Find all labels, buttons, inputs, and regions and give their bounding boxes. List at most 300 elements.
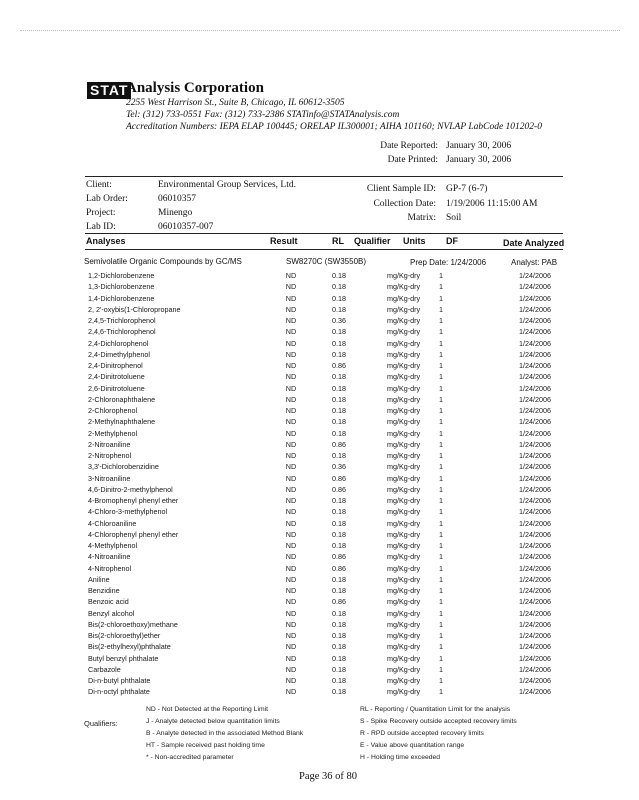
analyte-name: 4-Chloro-3-methylphenol [88,507,168,517]
df-value: 1 [439,349,443,359]
units-value: mg/Kg-dry [387,552,421,562]
date-analyzed-value: 1/24/2006 [519,496,551,505]
analyte-name: 2,6-Dinitrotoluene [88,383,145,393]
table-row [0,339,639,351]
date-analyzed-value: 1/24/2006 [519,361,551,370]
rl-value: 0.18 [332,507,346,517]
analyte-name: 4-Nitroaniline [88,552,131,562]
result-value: ND [285,271,297,280]
rl-value: 0.18 [332,282,346,292]
df-value: 1 [439,383,443,393]
df-value: 1 [439,316,443,325]
df-value: 1 [439,484,443,494]
table-row [0,384,639,396]
result-value: ND [285,507,297,517]
table-row [0,327,639,339]
result-value: ND [285,439,297,449]
analyte-name: Aniline [88,574,110,584]
result-value: ND [285,563,297,573]
analyte-name: 4,6-Dinitro-2-methylphenol [88,484,173,494]
analyte-name: 2,4-Dichlorophenol [88,338,149,348]
analyte-name: 2,4,5-Trichlorophenol [88,316,156,325]
rl-value: 0.86 [332,597,346,607]
date-analyzed-value: 1/24/2006 [519,563,551,573]
units-value: mg/Kg-dry [387,327,421,337]
df-value: 1 [439,473,443,483]
units-value: mg/Kg-dry [387,484,421,494]
result-value: ND [285,349,297,359]
rl-value: 0.18 [332,338,346,348]
table-row [0,294,639,306]
qualifier-right-4: E - Value above quantitation range [360,742,465,749]
result-value: ND [285,552,297,562]
units-value: mg/Kg-dry [387,597,421,607]
result-value: ND [285,462,297,472]
result-value: ND [285,529,297,539]
analyte-name: 4-Methylphenol [88,541,138,550]
company-logo: STAT [87,82,131,99]
analyte-name: Bis(2-ethylhexyl)phthalate [88,642,171,652]
result-value: ND [285,574,297,584]
date-analyzed-value: 1/24/2006 [519,552,551,562]
df-value: 1 [439,507,443,517]
accreditation-numbers: Accreditation Numbers: IEPA ELAP 100445; ORELAP IL300001; AIHA 101160; NVLAP LabCode 101202-0 [126,122,542,132]
df-value: 1 [439,406,443,415]
table-row [0,316,639,328]
rl-value: 0.86 [332,484,346,494]
rl-value: 0.18 [332,664,346,674]
analyte-name: Di-n-octyl phthalate [88,687,150,697]
rl-value: 0.86 [332,439,346,449]
result-value: ND [285,361,297,370]
table-row [0,564,639,576]
table-row [0,395,639,407]
analyte-name: 2,4-Dinitrotoluene [88,372,145,382]
rl-value: 0.18 [332,372,346,382]
lab-order-label: Lab Order: [86,194,128,204]
result-value: ND [285,316,297,325]
units-value: mg/Kg-dry [387,653,421,663]
units-value: mg/Kg-dry [387,563,421,573]
date-analyzed-value: 1/24/2006 [519,653,551,663]
units-value: mg/Kg-dry [387,687,421,697]
table-row [0,429,639,441]
analyte-name: 2,4,6-Trichlorophenol [88,327,156,337]
col-header-df: DF [446,236,458,246]
project-value: Minengo [158,208,193,218]
df-value: 1 [439,563,443,573]
df-value: 1 [439,541,443,550]
analyte-name: Bis(2-chloroethyl)ether [88,631,161,640]
analyte-name: 3,3'-Dichlorobenzidine [88,462,159,472]
table-row [0,541,639,553]
result-value: ND [285,473,297,483]
qualifier-left-3: B - Analyte detected in the associated Method Blank [146,730,304,737]
page-number: Page 36 of 80 [299,771,358,782]
info-bottom-rule [85,233,563,234]
table-row [0,665,639,677]
date-analyzed-value: 1/24/2006 [519,428,551,438]
df-value: 1 [439,439,443,449]
matrix-value: Soil [446,213,462,223]
qualifier-right-3: R - RPD outside accepted recovery limits [360,730,484,737]
lab-id-label: Lab ID: [86,222,116,232]
units-value: mg/Kg-dry [387,349,421,359]
table-row [0,305,639,317]
units-value: mg/Kg-dry [387,676,421,685]
company-contact: Tel: (312) 733-0551 Fax: (312) 733-2386 STATinfo@STATAnalysis.com [126,110,400,120]
analyte-name: 4-Nitrophenol [88,563,132,573]
table-row [0,687,639,699]
result-value: ND [285,541,297,550]
result-value: ND [285,304,297,314]
qualifier-right-1: RL - Reporting / Quantitation Limit for the analysis [360,706,511,713]
result-value: ND [285,496,297,505]
rl-value: 0.18 [332,642,346,652]
qualifier-left-1: ND - Not Detected at the Reporting Limit [146,706,269,713]
units-value: mg/Kg-dry [387,428,421,438]
analyte-name: 2-Nitrophenol [88,451,132,460]
date-analyzed-value: 1/24/2006 [519,383,551,393]
result-value: ND [285,372,297,382]
rl-value: 0.18 [332,574,346,584]
analyte-name: 1,4-Dichlorobenzene [88,293,155,303]
qualifier-right-5: H - Holding time exceeded [360,754,441,761]
result-value: ND [285,608,297,618]
date-analyzed-value: 1/24/2006 [519,574,551,584]
df-value: 1 [439,552,443,562]
result-value: ND [285,484,297,494]
units-value: mg/Kg-dry [387,417,421,427]
units-value: mg/Kg-dry [387,361,421,370]
df-value: 1 [439,676,443,685]
df-value: 1 [439,428,443,438]
df-value: 1 [439,293,443,303]
result-value: ND [285,653,297,663]
units-value: mg/Kg-dry [387,439,421,449]
analyte-name: 2-Methylnaphthalene [88,417,156,427]
table-row [0,620,639,632]
date-analyzed-value: 1/24/2006 [519,484,551,494]
table-row [0,597,639,609]
analyte-name: 4-Bromophenyl phenyl ether [88,496,179,505]
table-row [0,350,639,362]
client-sample-id-label: Client Sample ID: [366,184,436,194]
rl-value: 0.18 [332,349,346,359]
result-value: ND [285,327,297,337]
units-value: mg/Kg-dry [387,462,421,472]
date-analyzed-value: 1/24/2006 [519,619,551,629]
date-analyzed-value: 1/24/2006 [519,417,551,427]
scan-artifact-line [20,30,620,31]
rl-value: 0.18 [332,541,346,550]
df-value: 1 [439,417,443,427]
rl-value: 0.18 [332,304,346,314]
analyte-name: Di-n-butyl phthalate [88,676,151,685]
table-row [0,372,639,384]
rl-value: 0.18 [332,619,346,629]
units-value: mg/Kg-dry [387,507,421,517]
lab-id-value: 06010357-007 [158,222,214,232]
df-value: 1 [439,327,443,337]
result-value: ND [285,518,297,528]
col-header-rl: RL [332,236,344,246]
units-value: mg/Kg-dry [387,664,421,674]
analyte-name: Benzoic acid [88,597,129,607]
rl-value: 0.18 [332,518,346,528]
rl-value: 0.36 [332,462,346,472]
df-value: 1 [439,271,443,280]
company-name: Analysis Corporation [126,80,264,96]
analyte-name: Butyl benzyl phthalate [88,653,159,663]
table-row [0,654,639,666]
table-row [0,462,639,474]
df-value: 1 [439,282,443,292]
rl-value: 0.18 [332,631,346,640]
table-row [0,496,639,508]
analyte-name: 4-Chlorophenyl phenyl ether [88,529,179,539]
date-analyzed-value: 1/24/2006 [519,507,551,517]
result-value: ND [285,687,297,697]
date-analyzed-value: 1/24/2006 [519,687,551,697]
section-name: Semivolatile Organic Compounds by GC/MS [84,257,242,266]
date-analyzed-value: 1/24/2006 [519,676,551,685]
col-header-date-analyzed: Date Analyzed [503,238,565,248]
df-value: 1 [439,586,443,595]
col-header-analyses: Analyses [86,236,126,246]
units-value: mg/Kg-dry [387,451,421,460]
rl-value: 0.86 [332,473,346,483]
company-address: 2255 West Harrison St., Suite B, Chicago, IL 60612-3505 [126,98,345,108]
rl-value: 0.18 [332,428,346,438]
rl-value: 0.18 [332,451,346,460]
table-row [0,530,639,542]
result-value: ND [285,676,297,685]
df-value: 1 [439,462,443,472]
units-value: mg/Kg-dry [387,518,421,528]
rl-value: 0.18 [332,496,346,505]
date-analyzed-value: 1/24/2006 [519,282,551,292]
date-analyzed-value: 1/24/2006 [519,394,551,404]
rl-value: 0.86 [332,361,346,370]
units-value: mg/Kg-dry [387,541,421,550]
units-value: mg/Kg-dry [387,608,421,618]
date-analyzed-value: 1/24/2006 [519,608,551,618]
result-value: ND [285,597,297,607]
date-analyzed-value: 1/24/2006 [519,439,551,449]
info-top-rule [85,176,563,177]
date-analyzed-value: 1/24/2006 [519,271,551,280]
result-value: ND [285,451,297,460]
rl-value: 0.36 [332,316,346,325]
date-analyzed-value: 1/24/2006 [519,529,551,539]
df-value: 1 [439,529,443,539]
df-value: 1 [439,394,443,404]
df-value: 1 [439,687,443,697]
units-value: mg/Kg-dry [387,271,421,280]
df-value: 1 [439,631,443,640]
project-label: Project: [86,208,116,218]
units-value: mg/Kg-dry [387,529,421,539]
date-printed-value: January 30, 2006 [446,155,512,165]
qualifier-left-2: J - Analyte detected below quantitation limits [146,718,280,725]
table-header-rule [85,249,563,250]
units-value: mg/Kg-dry [387,473,421,483]
df-value: 1 [439,518,443,528]
df-value: 1 [439,608,443,618]
lab-order-value: 06010357 [158,194,196,204]
units-value: mg/Kg-dry [387,316,421,325]
table-row [0,575,639,587]
table-row [0,586,639,598]
units-value: mg/Kg-dry [387,282,421,292]
rl-value: 0.18 [332,383,346,393]
section-method: SW8270C (SW3550B) [286,257,367,266]
table-row [0,552,639,564]
df-value: 1 [439,304,443,314]
units-value: mg/Kg-dry [387,338,421,348]
analyte-name: Carbazole [88,664,121,674]
date-printed-label: Date Printed: [387,155,438,165]
df-value: 1 [439,597,443,607]
result-value: ND [285,428,297,438]
rl-value: 0.18 [332,327,346,337]
date-analyzed-value: 1/24/2006 [519,406,551,415]
analyte-name: 2-Chloronaphthalene [88,394,156,404]
date-analyzed-value: 1/24/2006 [519,586,551,595]
rl-value: 0.18 [332,529,346,539]
rl-value: 0.86 [332,552,346,562]
analyte-name: 2,4-Dinitrophenol [88,361,143,370]
units-value: mg/Kg-dry [387,619,421,629]
date-analyzed-value: 1/24/2006 [519,451,551,460]
date-analyzed-value: 1/24/2006 [519,462,551,472]
df-value: 1 [439,664,443,674]
table-row [0,642,639,654]
rl-value: 0.18 [332,406,346,415]
date-analyzed-value: 1/24/2006 [519,293,551,303]
rl-value: 0.18 [332,417,346,427]
table-row [0,271,639,283]
df-value: 1 [439,496,443,505]
table-row [0,485,639,497]
rl-value: 0.18 [332,653,346,663]
analyte-name: 2,4-Dimethylphenol [88,349,150,359]
units-value: mg/Kg-dry [387,631,421,640]
date-analyzed-value: 1/24/2006 [519,631,551,640]
result-value: ND [285,642,297,652]
date-analyzed-value: 1/24/2006 [519,597,551,607]
qualifiers-label: Qualifiers: [84,719,118,728]
units-value: mg/Kg-dry [387,586,421,595]
date-analyzed-value: 1/24/2006 [519,518,551,528]
rl-value: 0.18 [332,271,346,280]
section-prep-date: Prep Date: 1/24/2006 [410,258,487,267]
table-row [0,361,639,373]
collection-date-value: 1/19/2006 11:15:00 AM [446,199,538,209]
table-row [0,451,639,463]
date-analyzed-value: 1/24/2006 [519,327,551,337]
date-analyzed-value: 1/24/2006 [519,338,551,348]
units-value: mg/Kg-dry [387,394,421,404]
units-value: mg/Kg-dry [387,372,421,382]
df-value: 1 [439,653,443,663]
analyte-name: 2-Nitroaniline [88,439,131,449]
col-header-result: Result [270,236,298,246]
qualifier-right-2: S - Spike Recovery outside accepted recovery limits [360,718,517,725]
result-value: ND [285,293,297,303]
qualifier-left-4: HT - Sample received past holding time [146,742,265,749]
units-value: mg/Kg-dry [387,406,421,415]
date-reported-value: January 30, 2006 [446,141,512,151]
analyte-name: 2, 2'-oxybis(1-Chloropropane [88,304,181,314]
rl-value: 0.18 [332,293,346,303]
result-value: ND [285,383,297,393]
table-row [0,406,639,418]
qualifier-left-5: * - Non-accredited parameter [146,754,234,761]
df-value: 1 [439,372,443,382]
df-value: 1 [439,574,443,584]
date-analyzed-value: 1/24/2006 [519,372,551,382]
rl-value: 0.86 [332,563,346,573]
result-value: ND [285,619,297,629]
units-value: mg/Kg-dry [387,574,421,584]
result-value: ND [285,406,297,415]
df-value: 1 [439,451,443,460]
table-row [0,631,639,643]
analyte-name: 2-Chlorophenol [88,406,138,415]
date-analyzed-value: 1/24/2006 [519,642,551,652]
result-value: ND [285,586,297,595]
date-reported-label: Date Reported: [380,141,438,151]
analyte-name: 2-Methylphenol [88,428,138,438]
table-row [0,507,639,519]
date-analyzed-value: 1/24/2006 [519,473,551,483]
units-value: mg/Kg-dry [387,293,421,303]
analyte-name: 3-Nitroaniline [88,473,131,483]
table-row [0,519,639,531]
table-row [0,676,639,688]
result-value: ND [285,664,297,674]
units-value: mg/Kg-dry [387,496,421,505]
analyte-name: 1,2-Dichlorobenzene [88,271,155,280]
result-value: ND [285,338,297,348]
result-value: ND [285,631,297,640]
df-value: 1 [439,338,443,348]
date-analyzed-value: 1/24/2006 [519,349,551,359]
rl-value: 0.18 [332,676,346,685]
date-analyzed-value: 1/24/2006 [519,304,551,314]
client-value: Environmental Group Services, Ltd. [158,180,296,190]
result-value: ND [285,417,297,427]
table-row [0,440,639,452]
client-label: Client: [86,180,112,190]
units-value: mg/Kg-dry [387,383,421,393]
analyte-name: Bis(2-chloroethoxy)methane [88,619,178,629]
collection-date-label: Collection Date: [373,199,436,209]
units-value: mg/Kg-dry [387,642,421,652]
units-value: mg/Kg-dry [387,304,421,314]
section-analyst: Analyst: PAB [511,258,558,267]
df-value: 1 [439,642,443,652]
rl-value: 0.18 [332,394,346,404]
analyte-name: Benzyl alcohol [88,608,135,618]
date-analyzed-value: 1/24/2006 [519,316,551,325]
table-row [0,282,639,294]
col-header-qualifier: Qualifier [354,236,391,246]
table-row [0,474,639,486]
rl-value: 0.18 [332,608,346,618]
